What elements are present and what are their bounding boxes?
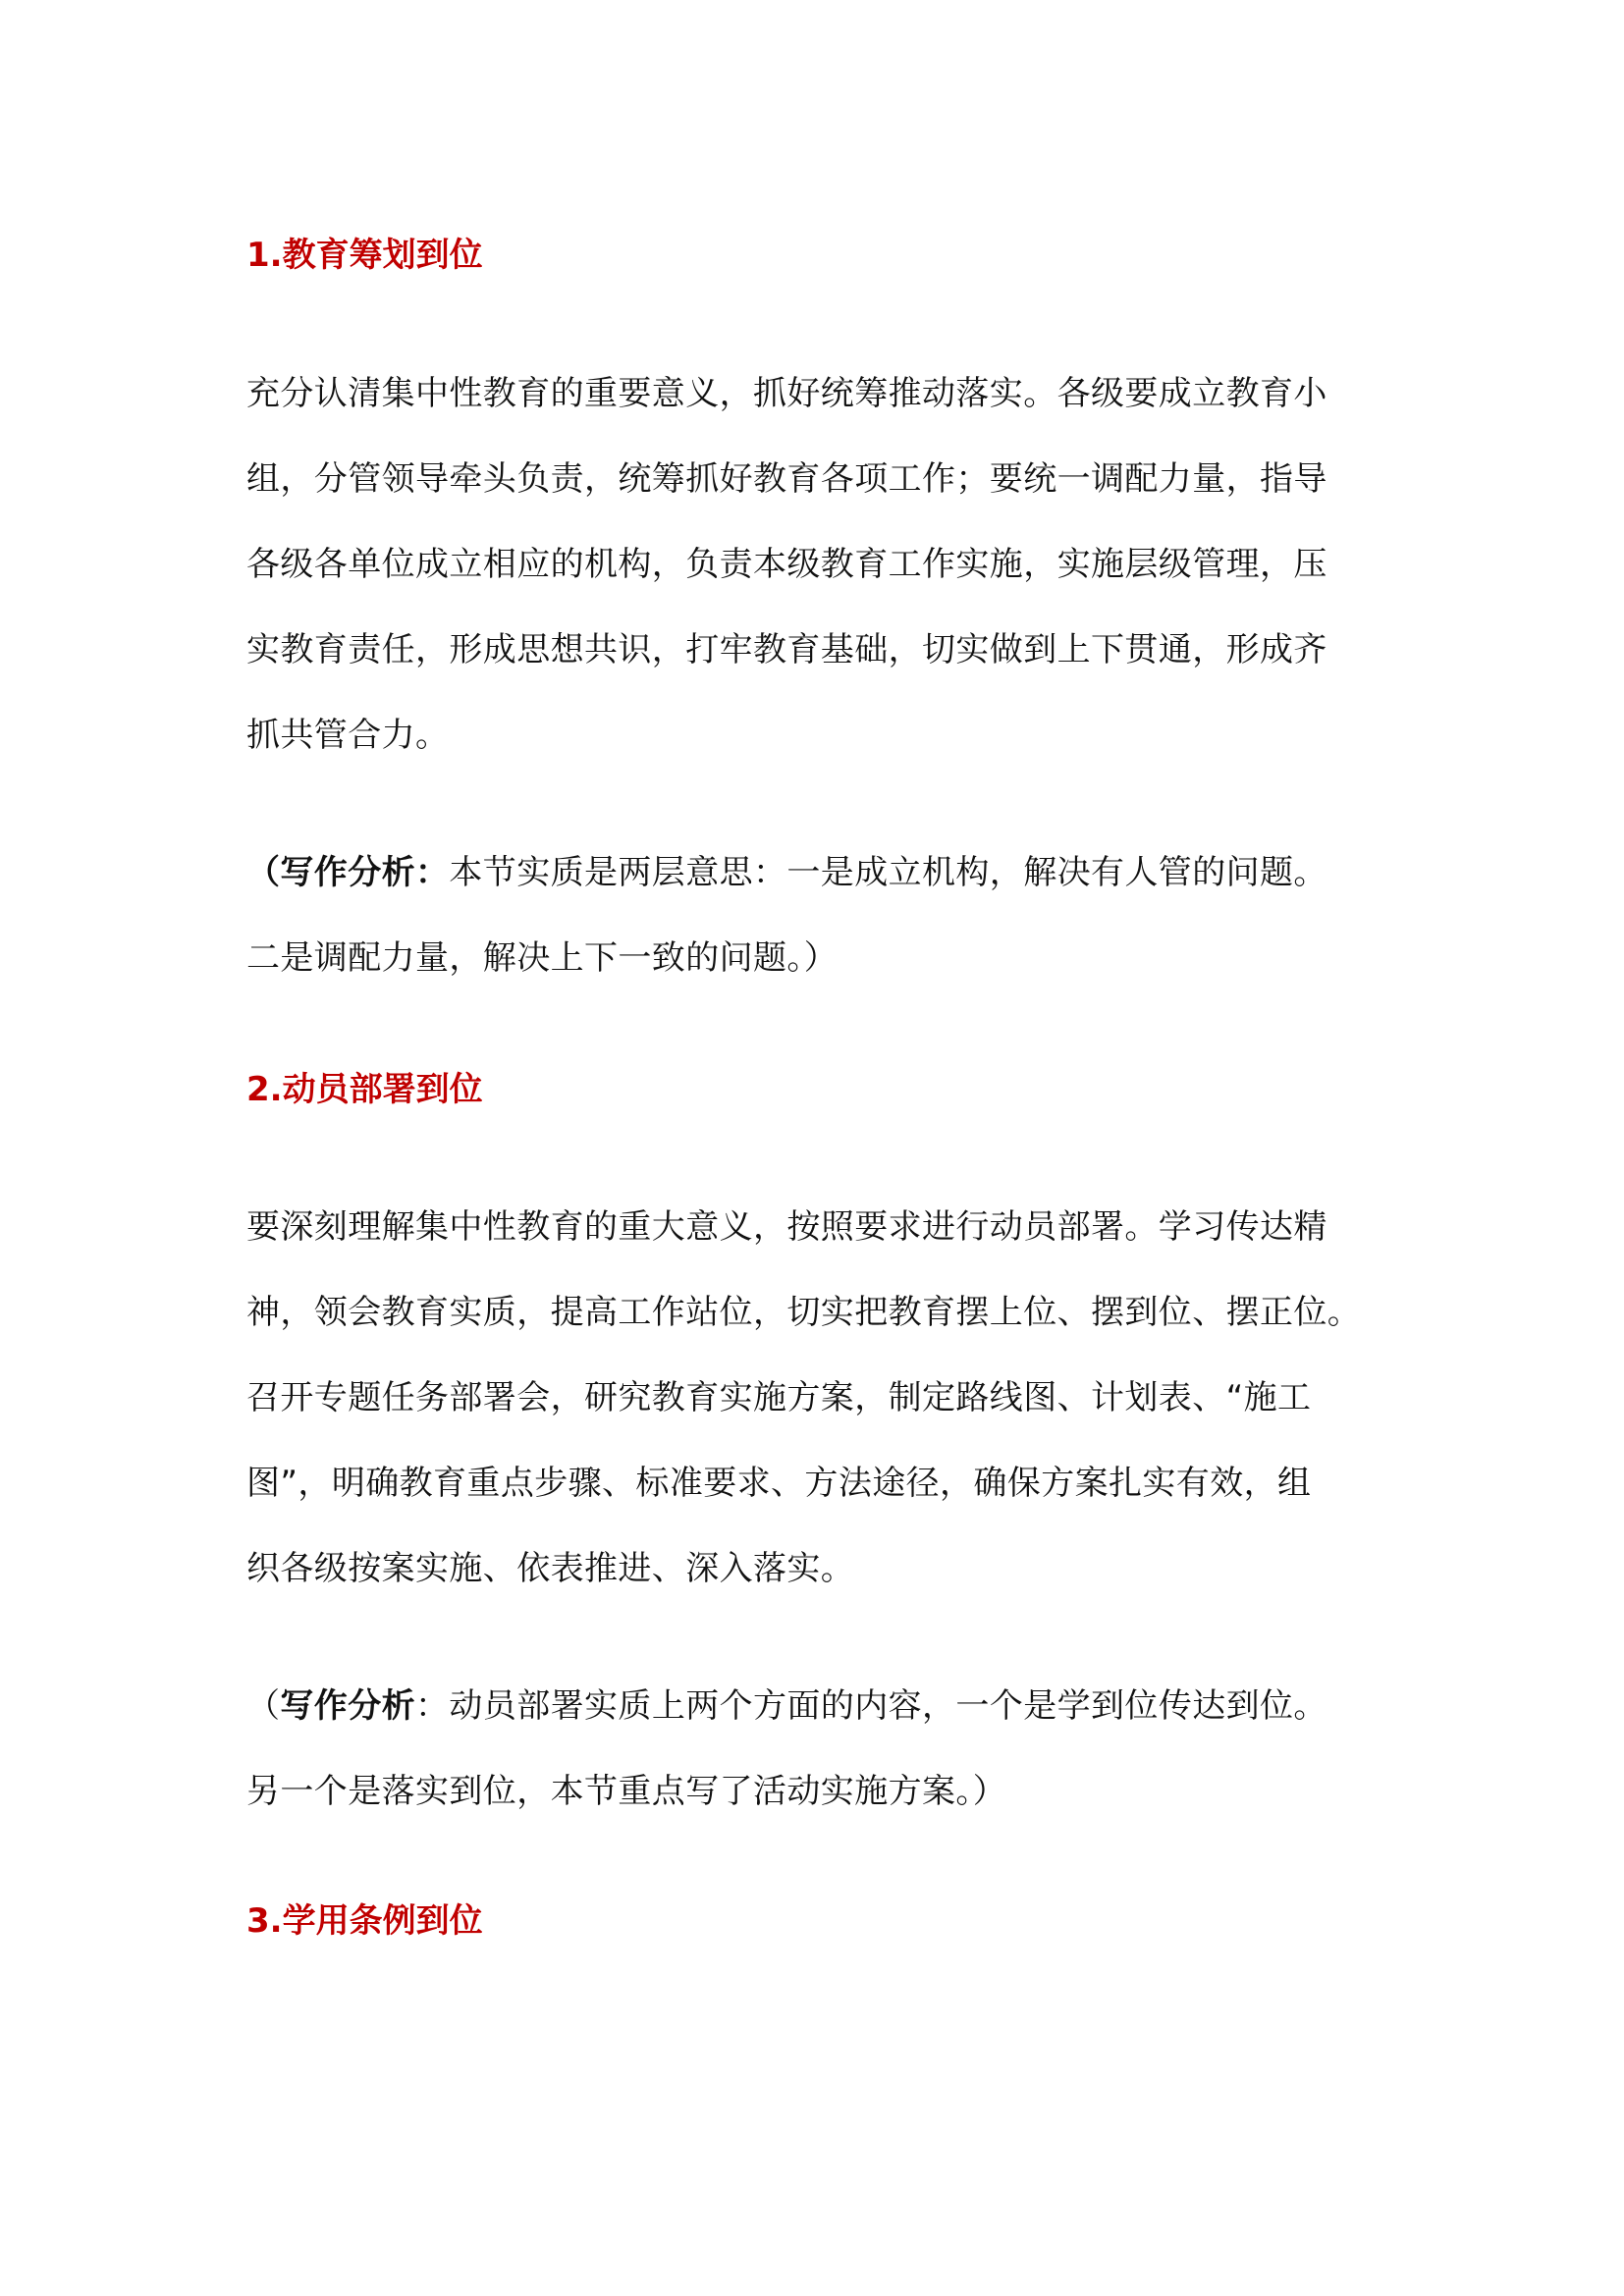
section-2-body-line-5: 织各级按案实施、依表推进、深入落实。 <box>246 1549 855 1588</box>
section-1-body-line-2: 组，分管领导牵头负责，统筹抓好教育各项工作；要统一调配力量，指导 <box>246 459 1327 499</box>
section-1-body <box>246 351 1385 778</box>
note-open-paren: （ <box>246 1686 281 1726</box>
note-open-paren: （ <box>246 853 281 892</box>
note-text: 本节实质是两层意思：一是成立机构，解决有人管的问题。 <box>449 853 1327 892</box>
section-2-analysis-note <box>246 1664 1385 1835</box>
section-2-body-line-3: 召开专题任务部署会，研究教育实施方案，制定路线图、计划表、“施工 <box>246 1378 1312 1417</box>
section-1-analysis-note <box>246 830 1385 1001</box>
section-2-note-line-2: 另一个是落实到位，本节重点写了活动实施方案。） <box>246 1772 1007 1811</box>
section-2-heading: 2.动员部署到位 <box>246 1070 483 1109</box>
section-1-heading: 1.教育筹划到位 <box>246 236 483 275</box>
note-label: 写作分析： <box>280 853 450 892</box>
section-1-body-line-4: 实教育责任，形成思想共识，打牢教育基础，切实做到上下贯通，形成齐 <box>246 630 1327 669</box>
section-3-heading: 3.学用条例到位 <box>246 1901 483 1941</box>
section-2-body-line-4: 图”，明确教育重点步骤、标准要求、方法途径，确保方案扎实有效，组 <box>246 1464 1312 1503</box>
section-2-body-line-1: 要深刻理解集中性教育的重大意义，按照要求进行动员部署。学习传达精 <box>246 1207 1327 1247</box>
section-1-body-line-1: 充分认清集中性教育的重要意义，抓好统筹推动落实。各级要成立教育小 <box>246 374 1327 413</box>
section-2-body <box>246 1185 1385 1612</box>
note-label: 写作分析 <box>280 1686 416 1726</box>
section-1-body-line-3: 各级各单位成立相应的机构，负责本级教育工作实施，实施层级管理，压 <box>246 545 1327 584</box>
section-1-note-line-2: 二是调配力量，解决上下一致的问题。） <box>246 938 839 978</box>
section-2-body-line-2: 神，领会教育实质，提高工作站位，切实把教育摆上位、摆到位、摆正位。 <box>246 1293 1362 1332</box>
section-2-note-line-1 <box>246 1664 1385 1749</box>
section-1-note-line-1 <box>246 830 1385 916</box>
section-1-body-line-5: 抓共管合力。 <box>246 716 450 755</box>
note-text: ：动员部署实质上两个方面的内容，一个是学到位传达到位。 <box>415 1686 1327 1726</box>
